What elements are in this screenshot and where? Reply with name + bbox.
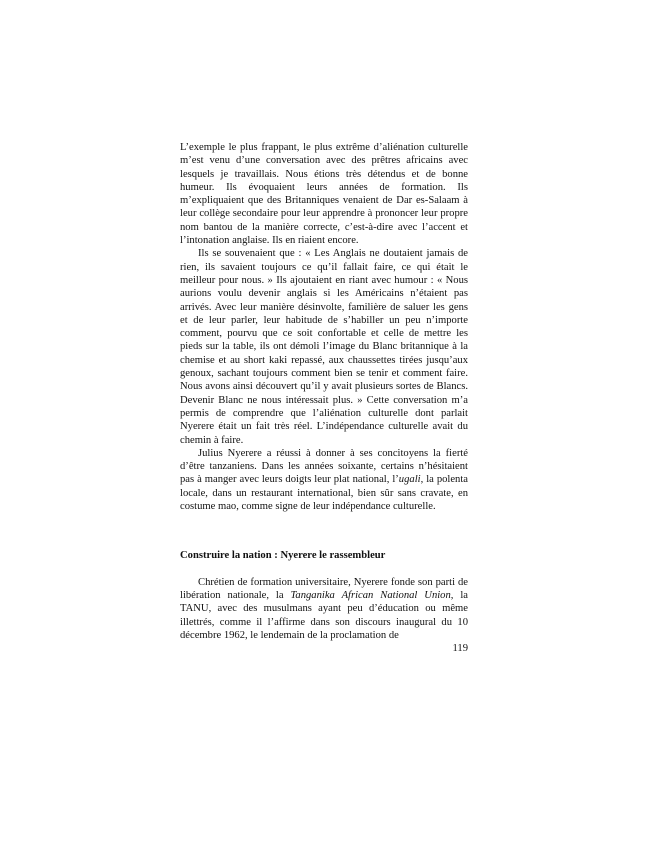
section-heading: Construire la nation : Nyerere le rassembleur — [180, 550, 386, 562]
italic-term-tanu: Tanganika African National Union, — [290, 589, 454, 601]
page-body — [180, 141, 468, 642]
paragraph-text: la polenta locale, dans un restaurant international, bien sûr sans cravate, en costume mao, comme signe de leur indépendance culturelle. — [180, 474, 468, 513]
paragraph-alienation-example: L’exemple le plus frappant, le plus extrême d’aliénation culturelle m’est venu d’une conversation avec des prêtres africains avec lesquels je travaillais. Nous étions très détendus et de bonne humeur. Ils évoquaient leurs années de formation. Ils m’expliquaient que des Britanniques venaient de Dar es-Salaam à leur collège secondaire pour leur apprendre à prononcer leur propre nom bantou de la manière correcte, c’est-à-dire avec l’accent et l’intonation anglaise. Ils en riaient encore. — [180, 142, 468, 247]
paragraph-tanu — [180, 576, 468, 642]
italic-term-ugali: ugali, — [398, 474, 424, 486]
paragraph-english-quote: Ils se souvenaient que : « Les Anglais ne doutaient jamais de rien, ils savaient toujours ce qu’il fallait faire, ce qui était le meilleur pour nous. » Ils ajoutaient en riant avec humour : « Nous aurions voulu devenir anglais si les Américains n’étaient pas arrivés. Avec leur manière désinvolte, familière de saluer les gens et de leur parler, leur habitude de s’habiller un peu n’importe comment, pourvu que ce soit confortable et celle de mettre les pieds sur la table, ils ont démoli l’image du Blanc britannique à la chemise et au short kaki repassé, aux chaussettes tirées jusqu’aux genoux, sachant toujours comment bien se tenir et comment faire. Nous avons ainsi découvert qu’il y avait plusieurs sortes de Blancs. Devenir Blanc ne nous intéressait plus. » Cette conversation m’a permis de comprendre que l’aliénation culturelle dont parlait Nyerere était un fait très réel. L’indépendance culturelle avait du chemin à faire. — [180, 248, 468, 446]
paragraph-text: la TANU, avec des musulmans ayant peu d’éducation ou même illettrés, comme il l’affirme dans son discours inaugural du 10 décembre 1962, le lendemain de la proclamation de — [180, 589, 468, 641]
paragraph-text: Julius Nyerere a réussi à donner à ses concitoyens la fierté d’être tanzaniens. Dans les années soixante, certains n’hésitaient pas à manger avec leurs doigts leur plat national, l’ — [180, 447, 468, 486]
paragraph-tanzanian-pride — [180, 447, 468, 513]
page-number: 119 — [452, 643, 468, 654]
paragraph-text: Chrétien de formation universitaire, Nyerere fonde son parti de libération nationale, la — [180, 576, 468, 601]
